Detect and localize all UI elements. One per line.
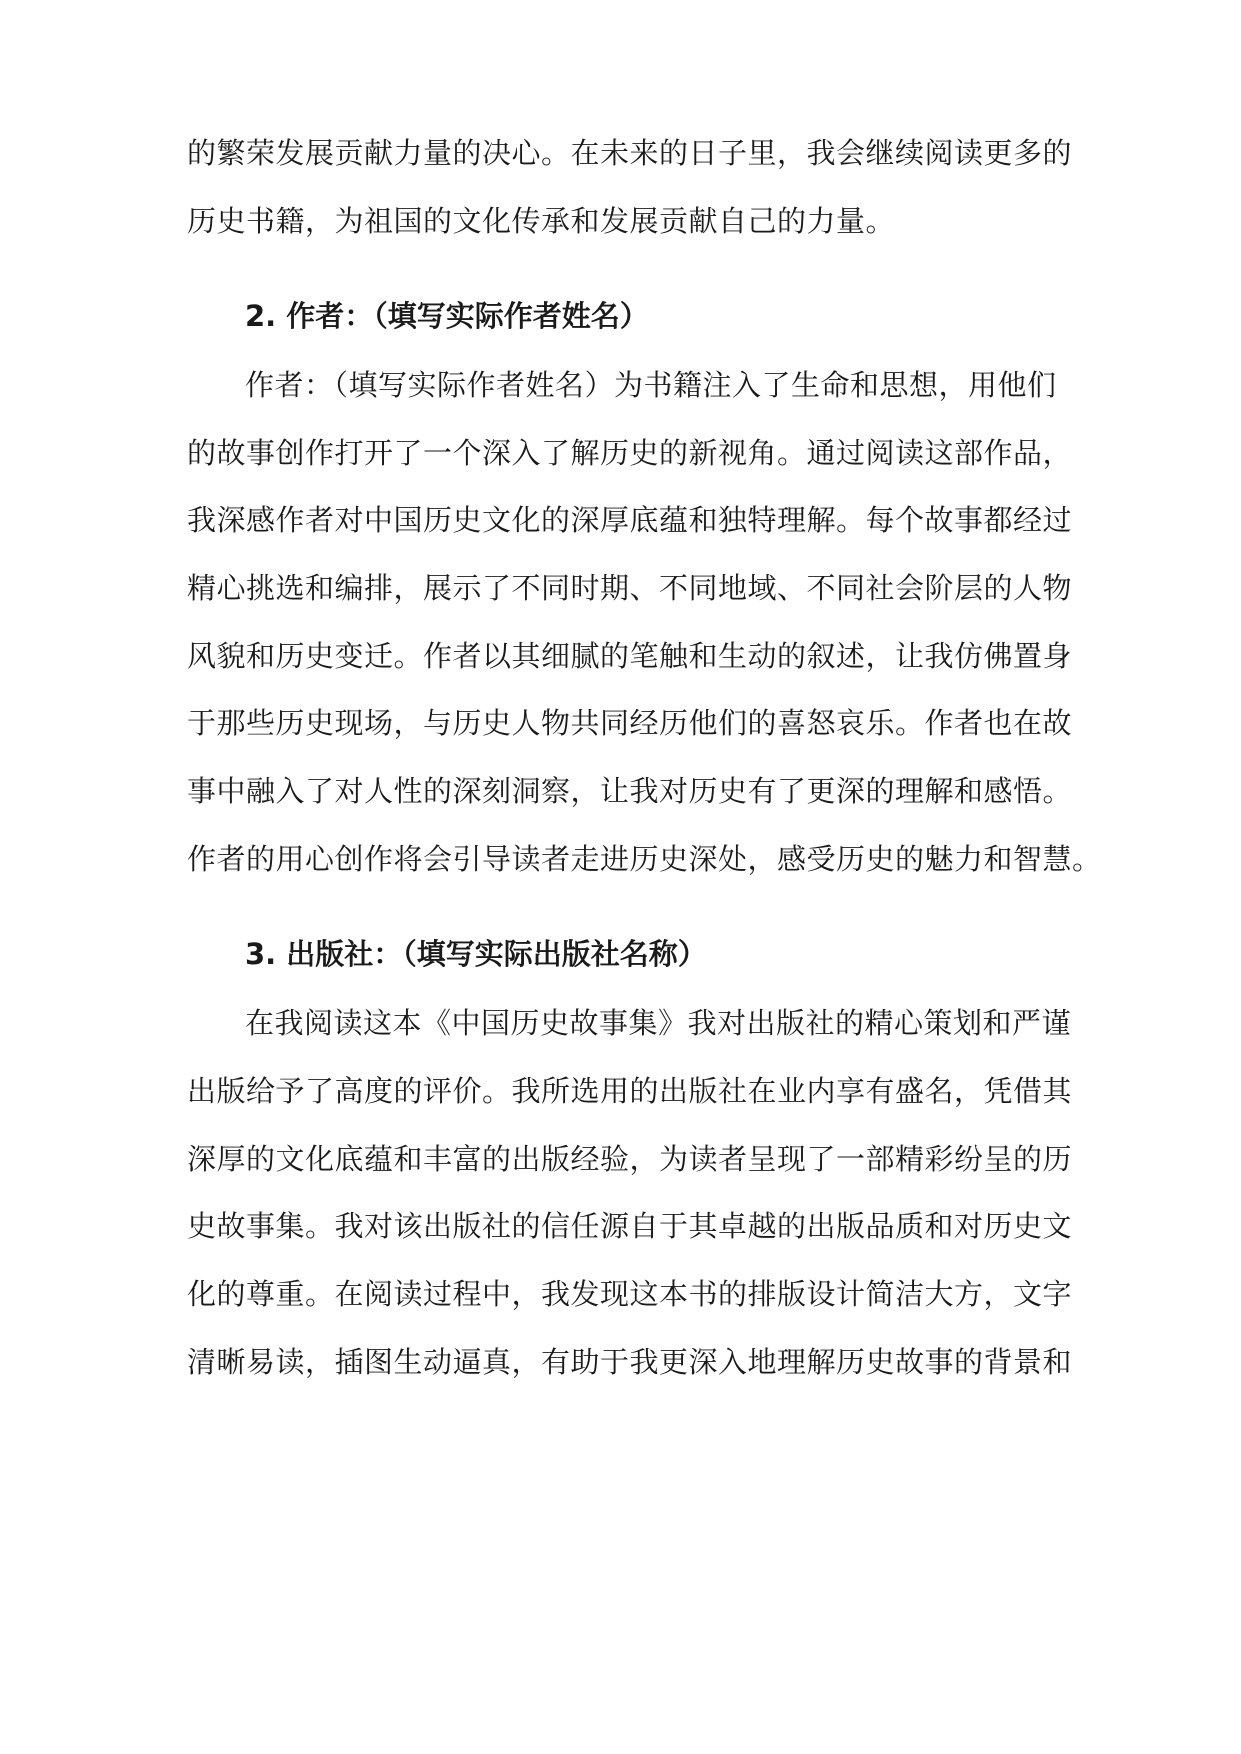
paragraph-line: 风貌和历史变迁。作者以其细腻的笔触和生动的叙述，让我仿佛置身	[187, 639, 1073, 673]
paragraph-line: 于那些历史现场，与历史人物共同经历他们的喜怒哀乐。作者也在故	[187, 706, 1073, 740]
paragraph-line: 精心挑选和编排，展示了不同时期、不同地域、不同社会阶层的人物	[187, 571, 1073, 605]
paragraph-line: 作者的用心创作将会引导读者走进历史深处，感受历史的魅力和智慧。	[187, 842, 1102, 876]
paragraph-line: 在我阅读这本《中国历史故事集》我对出版社的精心策划和严谨	[245, 1006, 1072, 1040]
paragraph-line: 化的尊重。在阅读过程中，我发现这本书的排版设计简洁大方，文字	[187, 1277, 1073, 1311]
section-heading-author: 2. 作者：（填写实际作者姓名）	[245, 299, 649, 333]
paragraph-line: 我深感作者对中国历史文化的深厚底蕴和独特理解。每个故事都经过	[187, 503, 1073, 537]
paragraph-line: 史故事集。我对该出版社的信任源自于其卓越的出版品质和对历史文	[187, 1209, 1073, 1243]
paragraph-line: 的故事创作打开了一个深入了解历史的新视角。通过阅读这部作品，	[187, 436, 1073, 470]
paragraph-line: 事中融入了对人性的深刻洞察，让我对历史有了更深的理解和感悟。	[187, 774, 1073, 808]
paragraph-line: 清晰易读，插图生动逼真，有助于我更深入地理解历史故事的背景和	[187, 1345, 1073, 1379]
section-heading-publisher: 3. 出版社：（填写实际出版社名称）	[245, 937, 707, 971]
paragraph-line: 深厚的文化底蕴和丰富的出版经验，为读者呈现了一部精彩纷呈的历	[187, 1142, 1073, 1176]
paragraph-line: 的繁荣发展贡献力量的决心。在未来的日子里，我会继续阅读更多的	[187, 136, 1073, 170]
paragraph-line: 出版给予了高度的评价。我所选用的出版社在业内享有盛名，凭借其	[187, 1074, 1073, 1108]
paragraph-line: 作者：（填写实际作者姓名）为书籍注入了生命和思想，用他们	[245, 368, 1057, 402]
paragraph-line: 历史书籍，为祖国的文化传承和发展贡献自己的力量。	[187, 204, 896, 238]
